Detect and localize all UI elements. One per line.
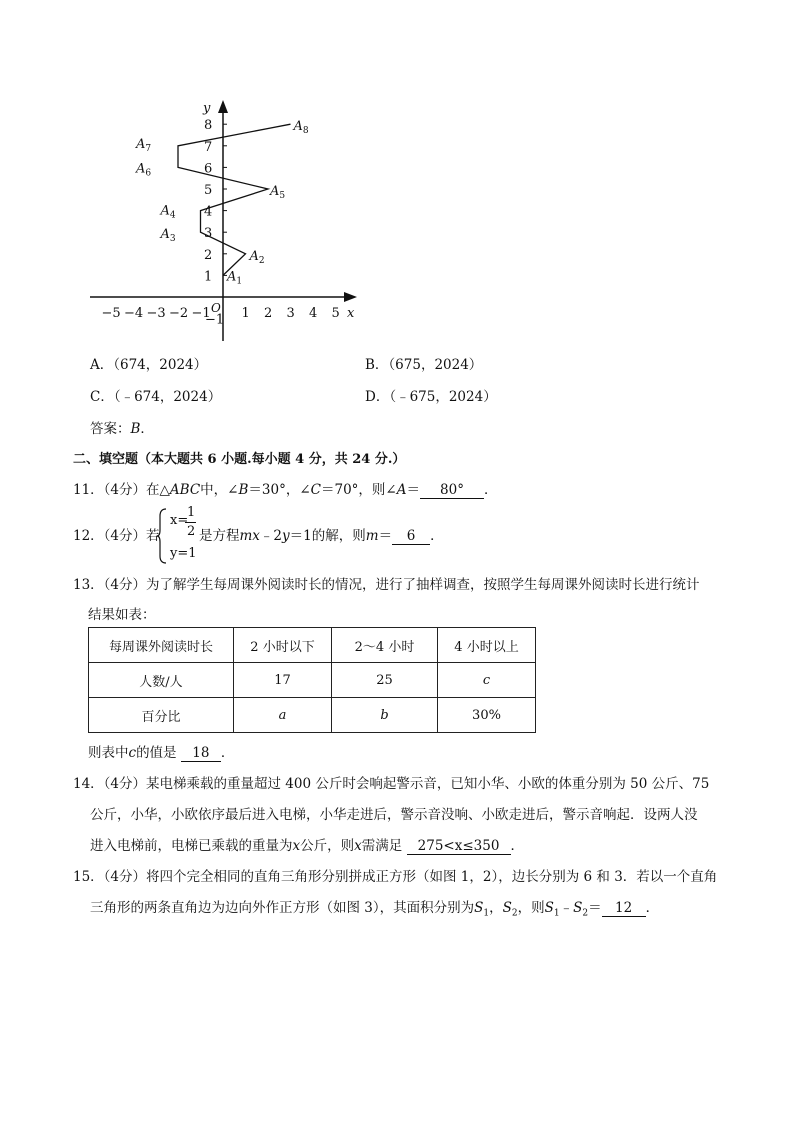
y-tick-label: 3 [204, 226, 213, 242]
q14-text3: 需满足 [361, 838, 403, 854]
q14-answer-blank: 275<x≤350 [407, 839, 511, 855]
q11-b: B [238, 482, 249, 498]
q15-s2: S [502, 900, 512, 916]
table-cell: a [234, 698, 332, 733]
x-tick-label: −3 [146, 306, 166, 321]
q13-prefix: 则表中 [88, 745, 129, 761]
q13-answer-blank: 18 [181, 746, 221, 762]
q12-frac-den: 2 [187, 524, 196, 539]
q15-s2b-sub: 2 [582, 908, 589, 919]
q12-line2: y=1 [170, 546, 197, 561]
q11-end: ． [484, 482, 498, 498]
table-cell: c [438, 663, 536, 698]
q12-y: y [282, 528, 290, 544]
q15-s1b: S [544, 900, 554, 916]
table-row [89, 628, 536, 663]
choice-b: B．（675，2024） [365, 357, 483, 373]
q15-eq: ＝ [588, 900, 602, 916]
point-label: $A_1$ [227, 269, 243, 287]
y-tick-label: 1 [204, 269, 213, 285]
choice-a: A．（674，2024） [90, 357, 208, 373]
table-cell: 30% [438, 698, 536, 733]
q14-line2: 公斤，小华，小欧依序最后进入电梯，小华走进后，警示音没响、小欧走进后，警示音响起．设两人没 [90, 807, 698, 823]
q11-a: A [396, 482, 407, 498]
q15-s2-sub: 2 [511, 908, 518, 919]
point-label: $A_7$ [136, 136, 152, 154]
y-tick-label: 7 [204, 139, 213, 155]
q12-answer-blank: 6 [392, 529, 430, 545]
table-cell: b [332, 698, 438, 733]
q12-text2: ﹣2 [259, 528, 283, 544]
y-tick-label: 6 [204, 161, 213, 177]
table-cell: 17 [234, 663, 332, 698]
q13-line2: 结果如表： [88, 607, 156, 623]
point-label: $A_4$ [160, 203, 176, 221]
x-tick-label: 5 [331, 306, 340, 321]
q11-text3: ＝70°，则∠ [321, 482, 397, 498]
y-axis-label: y [203, 101, 211, 116]
q15-s2b: S [573, 900, 583, 916]
q12-end: ． [430, 528, 444, 544]
q15-answer-blank: 12 [602, 901, 646, 917]
x-tick-label: −1 [191, 306, 211, 321]
q14-text1: 进入电梯前，电梯已乘载的重量为 [90, 838, 293, 854]
q11-text2: ＝30°，∠ [248, 482, 311, 498]
table-cell: 每周课外阅读时长 [89, 628, 234, 663]
y-tick-label: 2 [204, 247, 213, 263]
q12-frac-bar [185, 522, 196, 523]
table-cell: 25 [332, 663, 438, 698]
q14-line3 [90, 834, 524, 855]
q12-text4: ＝ [378, 528, 393, 544]
point-labels [135, 119, 309, 286]
table-row [89, 698, 536, 733]
x-tick-label: 4 [309, 306, 318, 321]
y-tick-label: −1 [205, 312, 225, 328]
q12-text3: ＝1的解，则 [289, 528, 366, 544]
q13-end: ． [220, 745, 235, 761]
q11-text1: 中，∠ [200, 482, 239, 498]
answer-prefix: 答案： [90, 421, 131, 437]
table-cell: 2 小时以下 [234, 628, 332, 663]
q15-end: ． [645, 900, 660, 916]
q12-brace-icon [156, 508, 168, 564]
x-tick-label: −4 [124, 306, 144, 321]
q11-c: C [310, 482, 321, 498]
answer-line [90, 417, 154, 437]
q14-line1: 14．（4分）某电梯乘载的重量超过 400 公斤时会响起警示音，已知小华、小欧的体重分别为 50 公斤、75 [73, 776, 710, 792]
q13-answer-line [88, 741, 234, 762]
q14-text2: 公斤，则 [300, 838, 355, 854]
q13-line1: 13．（4分）为了解学生每周课外阅读时长的情况，进行了抽样调查，按照学生每周课外阅读时长进行统计 [73, 577, 700, 593]
q15-line2 [90, 896, 659, 919]
q12-text1: 是方程 [199, 528, 240, 544]
point-label: $A_6$ [136, 161, 152, 179]
choice-c: C．（﹣674，2024） [90, 389, 222, 405]
q15-s1b-sub: 1 [553, 908, 560, 919]
x-tick-label: −5 [101, 306, 121, 321]
q13-mid: 的值是 [136, 745, 177, 761]
point-label: $A_3$ [160, 227, 176, 245]
q12-frac-num: 1 [187, 505, 196, 520]
q12-number: 12．（4分）若 [73, 528, 160, 544]
q11-number: 11．（4分）在 [73, 482, 160, 498]
table-cell: 2～4 小时 [332, 628, 438, 663]
q15-s1: S [474, 900, 484, 916]
answer-value: B [130, 421, 141, 437]
q14-x: x [292, 838, 301, 854]
q13-c: c [128, 745, 137, 761]
y-axis-arrow-icon [218, 100, 228, 113]
table-cell: 4 小时以上 [438, 628, 536, 663]
q14-x2: x [354, 838, 362, 854]
table-row [89, 663, 536, 698]
point-label: $A_5$ [270, 184, 286, 201]
q15-line1: 15．（4分）将四个完全相同的直角三角形分别拼成正方形（如图 1，2），边长分别为 6 和 3．若以一个直角 [73, 869, 718, 885]
y-tick-label: 5 [204, 183, 213, 198]
origin-label: O [211, 301, 221, 315]
x-tick-label: −2 [169, 306, 189, 321]
point-label: $A_2$ [249, 248, 265, 266]
q12-x-eq: x= [170, 513, 189, 528]
q12-m: m [365, 528, 379, 544]
question-11 [73, 478, 498, 499]
q11-triangle: △ABC [159, 482, 201, 498]
y-tick-label: 8 [204, 118, 213, 134]
q15-text2: ，则 [517, 900, 545, 916]
coordinate-graph [85, 95, 365, 345]
reading-time-table [88, 627, 536, 733]
q12-mx: mx [239, 528, 260, 544]
q15-s1-sub: 1 [483, 908, 490, 919]
q14-end: ． [510, 838, 525, 854]
y-tick-label: 4 [204, 204, 213, 220]
table-cell: 人数/人 [89, 663, 234, 698]
q15-comma: ， [489, 900, 503, 916]
q11-text4: ＝ [406, 482, 420, 498]
x-tick-label: 1 [241, 306, 250, 321]
q11-answer-blank: 80° [420, 483, 484, 499]
answer-suffix: ． [140, 421, 154, 437]
x-tick-label: 3 [286, 306, 295, 321]
point-label: $A_8$ [293, 119, 309, 137]
q12-line1 [170, 513, 188, 528]
q12-rest [199, 524, 444, 545]
choice-d: D．（﹣675，2024） [365, 389, 497, 405]
x-tick-label: 2 [264, 306, 273, 321]
x-axis-arrow-icon [344, 292, 357, 302]
q15-text1: 三角形的两条直角边为边向外作正方形（如图 3），其面积分别为 [90, 900, 475, 916]
q15-minus: ﹣ [559, 900, 574, 916]
x-axis-label: x [347, 306, 355, 321]
table-cell: 百分比 [89, 698, 234, 733]
point-path [178, 124, 291, 275]
section-heading: 二、填空题（本大题共 6 小题.每小题 4 分，共 24 分.） [73, 452, 406, 467]
